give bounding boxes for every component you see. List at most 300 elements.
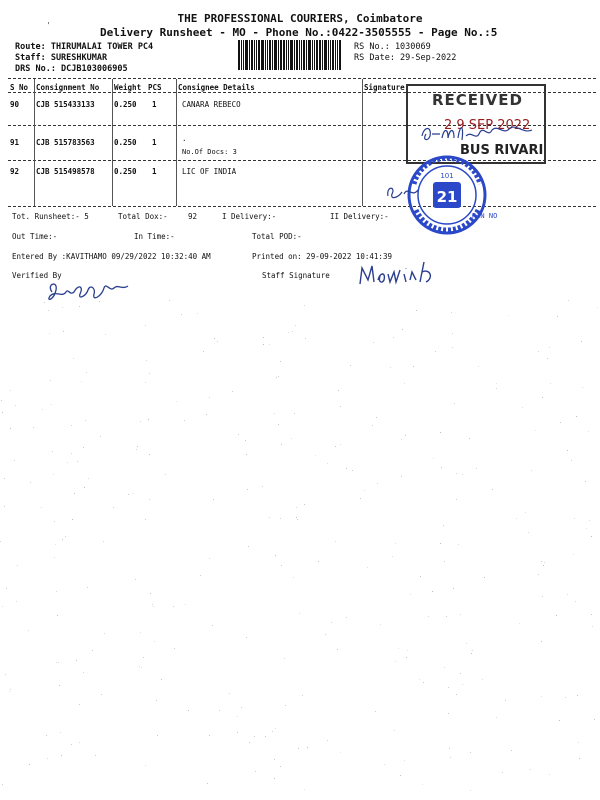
scan-dot [458,544,459,545]
scan-dot [53,474,54,475]
scan-dot [573,554,574,555]
scan-dot [41,507,42,508]
scan-dot [169,300,170,301]
scan-dot [549,774,550,775]
scan-dot [60,732,61,733]
scan-dot [522,407,523,408]
scan-dot [530,769,531,770]
barcode-bar [301,40,302,70]
scan-dot [305,338,306,339]
scan-dot [406,657,407,658]
barcode [238,40,343,70]
scan-dot [538,574,539,575]
scan-dot [410,594,411,595]
barcode-bar [296,40,298,70]
scan-dot [83,672,84,673]
scan-dot [484,577,485,578]
verifier-signature [44,274,134,308]
column-rule [34,79,35,206]
scan-dot [173,606,174,607]
barcode-bar [312,40,313,70]
scan-dot [47,758,48,759]
scan-dot [335,446,336,447]
scan-dot [274,413,275,414]
barcode-bar [256,40,257,70]
barcode-bar [322,40,323,70]
column-header-signature: Signature [364,83,405,92]
scan-dot [422,784,423,785]
scan-dot [528,532,529,533]
barcode-bar [251,40,253,70]
scan-dot [145,325,146,326]
scan-dot [404,383,405,384]
scan-dot [219,710,220,711]
barcode-bar [303,40,305,70]
barcode-bar [319,40,321,70]
barcode-bar [324,40,327,70]
scan-dot [462,684,463,685]
scan-dot [502,772,503,773]
scan-dot [229,693,230,694]
scan-dot [65,536,66,537]
scan-dot [549,347,550,348]
scan-dot [176,401,177,402]
out-time: Out Time:- [12,232,58,241]
scan-dot [265,736,266,737]
scan-dot [249,742,250,743]
scan-dot [456,473,457,474]
scan-dot [203,351,204,352]
scan-dot [15,405,16,406]
scan-dot [448,687,449,688]
scan-dot [307,747,308,748]
scan-dot [247,489,248,490]
barcode-bar [254,40,255,70]
scan-dot [246,637,247,638]
column-header-consignee: Consignee Details [178,83,255,92]
scan-dot [419,679,420,680]
staff-signature [356,256,442,290]
scan-dot [156,700,157,701]
scan-dot [84,487,85,488]
scan-dot [364,490,365,491]
scan-dot [30,482,31,483]
row-pcs: 1 [152,100,157,109]
scan-dot [541,561,542,562]
scan-dot [531,470,532,471]
scan-dot [56,591,57,592]
scan-dot [263,337,264,338]
scan-dot [254,736,255,737]
scan-dot [148,419,149,420]
scan-dot [350,365,351,366]
column-header-weight: Weight [114,83,142,92]
scan-dot [395,661,396,662]
barcode-bar [337,40,338,70]
total-dox-label: Total Dox:- [118,212,168,221]
scan-dot [395,543,396,544]
scan-dot [17,565,18,566]
scan-dot [444,561,445,562]
scan-dot [184,420,185,421]
column-rule [362,79,363,206]
scan-dot [594,719,595,720]
document-subtitle: Delivery Runsheet - MO - Phone No.:0422-3505555 - Page No.:5 [100,26,498,39]
scan-dot [54,521,55,522]
scan-dot [577,695,578,696]
scan-dot [263,344,264,345]
scan-dot [206,414,207,415]
row-sno: 91 [10,138,20,147]
row-pcs: 1 [152,138,157,147]
scan-dot [145,382,146,383]
scan-dot [5,674,6,675]
scan-dot [469,438,470,439]
scan-dot [174,648,175,649]
scan-dot [88,478,89,479]
scan-dot [87,587,88,588]
scan-dot [276,377,277,378]
scan-dot [335,541,336,542]
document-title: THE PROFESSIONAL COURIERS, Coimbatore [177,12,423,25]
scan-dot [83,447,84,448]
in-time: In Time:- [134,232,175,241]
scan-dot [42,409,43,410]
scan-dot [149,499,150,500]
scan-dot [454,403,455,404]
scan-dot [165,474,166,475]
scan-dot [103,541,104,542]
staff-label: Staff: SURESHKUMAR [15,53,108,63]
scan-dot [217,341,218,342]
scan-dot [140,632,141,633]
row-weight: 0.250 [114,138,137,147]
row-consignment: CJB 515433133 [36,100,95,109]
scan-dot [79,306,80,307]
scan-dot [105,334,106,335]
barcode-bar [238,40,240,70]
barcode-bar [330,40,331,70]
barcode-bar [294,40,295,70]
scan-dot [568,300,569,301]
scan-dot [6,588,7,589]
row-sno: 90 [10,100,20,109]
barcode-bar [249,40,250,70]
scan-dot [95,755,96,756]
scan-dot [214,338,215,339]
scan-dot [10,390,11,391]
verified-by-label: Verified By [12,271,62,280]
scan-dot [581,341,582,342]
scan-dot [79,704,80,705]
scan-dot [318,561,319,562]
scan-dot [2,606,3,607]
scan-dot [460,673,461,674]
scan-dot [291,438,292,439]
scan-dot [400,775,401,776]
scan-dot [57,615,58,616]
route-label: Route: THIRUMALAI TOWER PC4 [15,42,154,52]
scan-dot [559,720,560,721]
barcode-bar [328,40,329,70]
scan-dot [237,732,238,733]
scan-dot [86,372,87,373]
scan-dot [304,504,305,505]
scan-dot [360,498,361,499]
scan-dot [466,643,467,644]
scan-dot [478,366,479,367]
barcode-bar [272,40,273,70]
scan-dot [304,305,305,306]
scan-dot [492,489,493,490]
barcode-bar [269,40,271,70]
scan-dot [28,630,29,631]
scan-dot [592,626,593,627]
scan-dot [579,758,580,759]
scan-dot [449,748,450,749]
scan-dot [292,331,293,332]
scan-dot [516,518,517,519]
row-weight: 0.250 [114,100,137,109]
scan-dot [285,705,286,706]
scan-dot [556,615,557,616]
scan-dot [157,735,158,736]
rs-number: RS No.: 1030069 [354,42,431,52]
scan-dot [544,562,545,563]
scan-dot [460,614,461,615]
row-sno: 92 [10,167,20,176]
scan-dot [542,397,543,398]
consignee-signature [418,114,538,148]
scan-dot [4,478,5,479]
scan-dot [482,679,483,680]
scan-dot [390,367,391,368]
scan-dot [302,695,303,696]
column-header-sno: S No [10,83,29,92]
column-header-consignment: Consignment No [36,83,100,92]
scan-dot [48,310,49,311]
scan-dot [135,579,136,580]
scan-dot [185,604,186,605]
scan-dot [2,412,3,413]
barcode-bar [332,40,334,70]
scan-dot [295,325,296,326]
scan-dot [337,649,338,650]
scan-dot [327,740,328,741]
scan-dot [100,436,101,437]
scan-dot [432,591,433,592]
drs-number: DRS No.: DCJB103006905 [15,64,128,74]
scan-dot [52,451,53,452]
scan-dot [557,316,558,317]
scan-dot [401,476,402,477]
scan-dot [576,416,577,417]
scan-dot [4,506,5,507]
scan-dot [246,454,247,455]
scan-dot [153,606,154,607]
barcode-bar [245,40,248,70]
scan-dot [275,728,276,729]
scan-dot [272,731,273,732]
scan-dot [452,347,453,348]
row-consignment: CJB 515783563 [36,138,95,147]
scan-dot [241,707,242,708]
scan-dot [275,555,276,556]
scan-dot [380,624,381,625]
scan-dot [294,413,295,414]
scan-dot [33,427,34,428]
scan-dot [58,662,59,663]
scan-dot [398,648,399,649]
scan-dot [373,342,374,343]
scan-dot [61,755,62,756]
scan-dot [141,667,142,668]
row-consignee: CANARA REBECO [182,100,241,109]
scan-dot [547,358,548,359]
scan-dot [420,576,421,577]
scan-dot [456,694,457,695]
scan-dot [472,650,473,651]
scan-dot [471,653,472,654]
received-stamp-label: RECEIVED [432,91,523,109]
scan-dot [444,667,445,668]
scan-dot [375,711,376,712]
scan-dot [315,455,316,456]
scan-dot [325,634,326,635]
column-header-pcs: PCS [148,83,162,92]
scan-dot [394,730,395,731]
scan-dot [585,481,586,482]
scan-dot [346,468,347,469]
scan-dot [209,397,210,398]
barcode-bar [265,40,266,70]
scan-dot [92,650,93,651]
scan-dot [280,518,281,519]
scan-dot [274,759,275,760]
barcode-bar [258,40,260,70]
barcode-bar [274,40,277,70]
scan-dot [402,329,403,330]
scan-dot [150,593,151,594]
barcode-bar [243,40,244,70]
scan-dot [255,771,256,772]
scan-dot [71,453,72,454]
printed-on: Printed on: 29-09-2022 10:41:39 [252,252,392,261]
scan-dot [393,337,394,338]
scan-dot [55,544,56,545]
scan-dot [71,425,72,426]
scan-dot [232,391,233,392]
scan-dot [443,525,444,526]
divider-bottom [8,206,596,207]
seal-rin-number: RIN NO [472,212,498,220]
scan-dot [62,307,63,308]
scan-dot [297,519,298,520]
scan-dot [582,387,583,388]
scan-dot [56,662,57,663]
scan-dot [519,623,520,624]
scan-dot [340,752,341,753]
scan-dot [143,657,144,658]
scan-dot [340,406,341,407]
scan-dot [597,307,598,308]
barcode-bar [267,40,268,70]
scan-dot [440,432,441,433]
scan-dot [248,546,249,547]
scan-dot [299,613,300,614]
entered-by: Entered By :KAVITHAMO 09/29/2022 10:32:40 AM [12,252,211,261]
scan-dot [44,302,45,303]
scan-dot [136,449,137,450]
scan-dot [538,351,539,352]
barcode-bar [241,40,242,70]
scan-dot [139,666,140,667]
row-consignment: CJB 515498578 [36,167,95,176]
scan-dot [535,430,536,431]
scan-dot [161,679,162,680]
scan-dot [284,658,285,659]
barcode-bar [314,40,315,70]
scan-dot [67,462,68,463]
scan-dot [433,458,434,459]
scan-dot [550,383,551,384]
scan-dot [293,577,294,578]
scan-dot [376,417,377,418]
scan-dot [1,400,2,401]
barcode-bar [278,40,279,70]
scan-dot [435,351,436,352]
scan-dot [49,333,50,334]
scan-dot [213,499,214,500]
scan-dot [269,517,270,518]
scan-dot [525,512,526,513]
row-weight: 0.250 [114,167,137,176]
scan-dot [462,474,463,475]
barcode-bar [280,40,282,70]
scan-dot [571,460,572,461]
column-rule [112,79,113,206]
column-rule [176,79,177,206]
scan-dot [448,713,449,714]
row-docs-count: No.Of Docs: 3 [182,148,237,156]
scan-dot [152,604,153,605]
scan-dot [16,601,17,602]
scan-dot [450,757,451,758]
row-consignee: LIC OF INDIA [182,167,237,176]
scan-dot [338,390,339,391]
scan-dot [404,760,405,761]
scan-dot [541,641,542,642]
barcode-bar [288,40,289,70]
scan-dot [77,461,78,462]
scan-dot [85,420,86,421]
second-delivery: II Delivery:- [330,212,389,221]
scan-dot [377,483,378,484]
total-pod: Total POD:- [252,232,302,241]
barcode-bar [290,40,293,70]
scan-dot [453,588,454,589]
barcode-bar [283,40,285,70]
row-consignee: . [182,134,187,143]
scan-dot [367,567,368,568]
scan-dot [428,616,429,617]
scan-dot [145,765,146,766]
scan-dot [574,518,575,519]
scan-dot [543,565,544,566]
barcode-bar [308,40,311,70]
scan-dot [413,366,414,367]
scan-dot [104,633,105,634]
